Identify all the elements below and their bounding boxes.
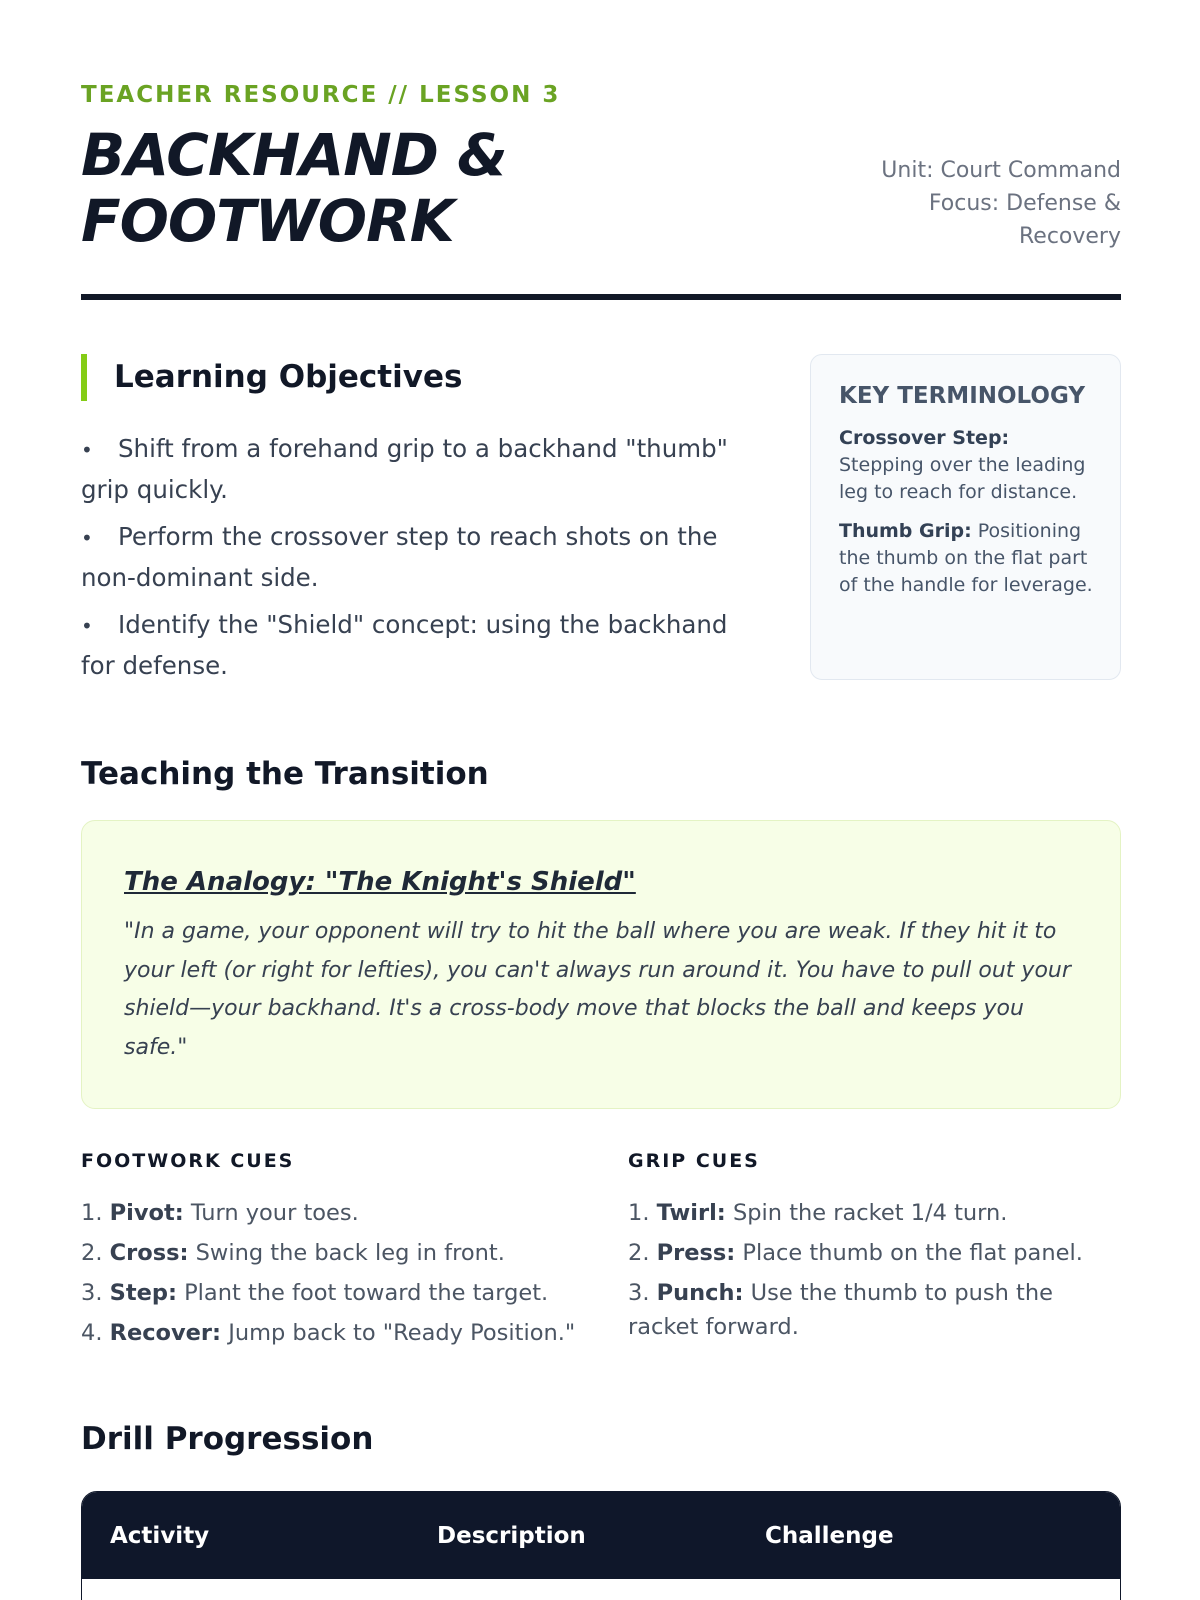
objectives-list	[81, 429, 761, 693]
term-thumb-grip	[839, 518, 1098, 599]
meta-focus-line-1: Focus: Defense &	[928, 191, 1121, 216]
column-header-activity: Activity	[110, 1522, 210, 1549]
cue-text: Plant the foot toward the target.	[184, 1280, 549, 1306]
bullet-icon: •	[81, 438, 93, 462]
key-terminology-box	[810, 354, 1121, 680]
cue-label: Twirl:	[656, 1200, 726, 1226]
terminology-title: KEY TERMINOLOGY	[839, 383, 1085, 409]
cue-label: Punch:	[656, 1280, 744, 1306]
list-item	[81, 605, 761, 686]
list-item	[81, 429, 761, 510]
lesson-page	[81, 0, 1121, 1600]
list-item	[81, 1236, 581, 1270]
cue-text: Spin the racket 1/4 turn.	[732, 1200, 1008, 1226]
term-definition: Stepping over the leading leg to reach for distance.	[839, 454, 1086, 503]
grip-cues-title: GRIP CUES	[628, 1150, 760, 1172]
cue-number: 1.	[628, 1200, 650, 1226]
analogy-quote: "In a game, your opponent will try to hit the ball where you are weak. If they hit it to your left (or right for lefties), you can't always run around it. You have to pull out your shield—your backhand. It's a cross-body move that blocks the ball and keeps you safe."	[124, 919, 1071, 1060]
objective-text: Shift from a forehand grip to a backhand "thumb" grip quickly.	[81, 434, 728, 504]
cue-text: Jump back to "Ready Position."	[228, 1320, 576, 1346]
cue-label: Cross:	[109, 1240, 189, 1266]
title-line-2: FOOTWORK	[81, 187, 454, 255]
objective-text: Identify the "Shield" concept: using the backhand for defense.	[81, 610, 728, 680]
cue-number: 2.	[81, 1240, 103, 1266]
unit-meta	[821, 154, 1121, 253]
footwork-cues-title: FOOTWORK CUES	[81, 1150, 295, 1172]
term-definition: Positioning the thumb on the flat part of the handle for leverage.	[839, 520, 1093, 596]
cue-label: Press:	[656, 1240, 736, 1266]
cue-number: 2.	[628, 1240, 650, 1266]
term-label: Crossover Step:	[839, 427, 1010, 449]
list-item	[628, 1276, 1121, 1344]
term-label: Thumb Grip:	[839, 520, 972, 542]
grip-cues	[628, 1150, 1121, 1350]
eyebrow-label: TEACHER RESOURCE // LESSON 3	[81, 82, 561, 108]
column-header-challenge: Challenge	[765, 1522, 894, 1549]
footwork-cues	[81, 1150, 581, 1356]
cue-text: Turn your toes.	[190, 1200, 359, 1226]
title-line-1: BACKHAND &	[81, 121, 507, 189]
column-header-description: Description	[437, 1522, 586, 1549]
meta-focus-line-2: Recovery	[1018, 224, 1121, 249]
cue-number: 4.	[81, 1320, 103, 1346]
cue-text: Place thumb on the flat panel.	[742, 1240, 1083, 1266]
cue-label: Step:	[109, 1280, 177, 1306]
bullet-icon: •	[81, 526, 93, 550]
drill-progression-heading: Drill Progression	[81, 1421, 374, 1457]
list-item	[81, 1196, 581, 1230]
term-crossover-step	[839, 425, 1098, 506]
analogy-callout	[81, 820, 1121, 1109]
grip-cues-list	[628, 1196, 1121, 1344]
cue-label: Pivot:	[109, 1200, 184, 1226]
cue-text: Swing the back leg in front.	[195, 1240, 505, 1266]
list-item	[628, 1236, 1121, 1270]
objective-text: Perform the crossover step to reach shots on the non-dominant side.	[81, 522, 718, 592]
drill-table	[81, 1491, 1121, 1600]
header-divider	[81, 294, 1121, 300]
page-title	[81, 122, 507, 254]
footwork-cues-list	[81, 1196, 581, 1350]
drill-table-header	[82, 1492, 1120, 1579]
objectives-heading: Learning Objectives	[81, 354, 462, 401]
cue-text: Use the thumb to push the racket forward.	[628, 1280, 1053, 1340]
cue-number: 3.	[628, 1280, 650, 1306]
transition-heading: Teaching the Transition	[81, 756, 489, 792]
bullet-icon: •	[81, 614, 93, 638]
list-item	[628, 1196, 1121, 1230]
list-item	[81, 1276, 581, 1310]
list-item	[81, 517, 761, 598]
cue-number: 1.	[81, 1200, 103, 1226]
cue-number: 3.	[81, 1280, 103, 1306]
list-item	[81, 1316, 581, 1350]
cue-label: Recover:	[109, 1320, 222, 1346]
meta-unit: Unit: Court Command	[881, 158, 1121, 183]
analogy-title: The Analogy: "The Knight's Shield"	[124, 867, 636, 897]
